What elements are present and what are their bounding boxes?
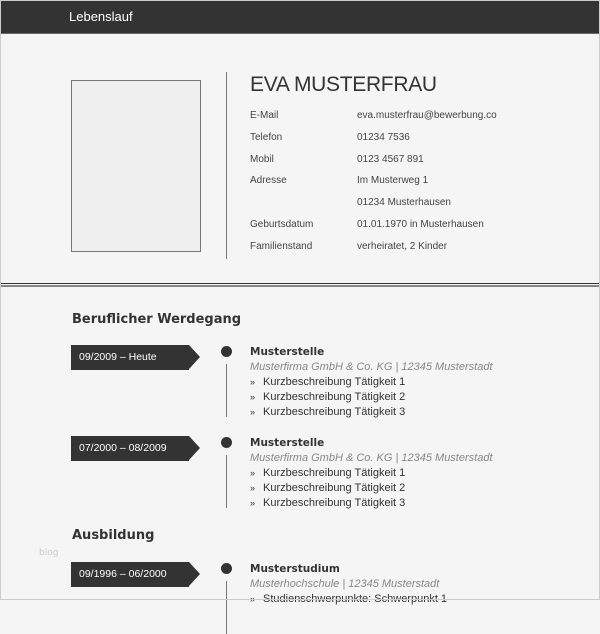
profile-name: EVA MUSTERFRAU: [250, 73, 437, 96]
timeline-line: [226, 455, 227, 508]
entry-bullet: [250, 390, 493, 405]
bullet-text: Kurzbeschreibung Tätigkeit 2: [263, 482, 406, 494]
timeline-dot: [221, 563, 232, 574]
entry-bullet: [250, 466, 493, 481]
timeline-entry: [250, 562, 447, 607]
bullet-text: Studienschwerpunkte: Schwerpunkt 1: [263, 593, 448, 605]
entry-bullet: [250, 375, 493, 390]
profile-row: [250, 110, 497, 121]
bullet-marker: »: [250, 483, 256, 493]
section-heading: Ausbildung: [72, 528, 155, 543]
row-value: 01234 Musterhausen: [357, 197, 451, 209]
bullet-text: Kurzbeschreibung Tätigkeit 1: [263, 376, 406, 388]
profile-row: [250, 240, 448, 252]
date-badge: 09/1996 – 06/2000: [71, 562, 189, 587]
timeline-line: [226, 364, 227, 417]
bullet-marker: »: [250, 468, 256, 478]
watermark: blog: [39, 548, 59, 558]
bullet-text: Kurzbeschreibung Tätigkeit 3: [263, 406, 406, 418]
timeline-line: [226, 581, 227, 634]
date-badge: 07/2000 – 08/2009: [71, 436, 189, 461]
entry-title: Musterstelle: [250, 346, 325, 358]
entry-bullet: [250, 496, 493, 511]
profile-row: [250, 219, 484, 230]
row-value: Im Musterweg 1: [357, 175, 429, 187]
profile-row: [250, 153, 424, 165]
row-value: eva.musterfrau@bewerbung.co: [357, 110, 497, 121]
entry-organization: Musterfirma GmbH & Co. KG | 12345 Musterstadt: [250, 452, 493, 464]
timeline-dot: [221, 437, 232, 448]
timeline-entry: [250, 345, 493, 420]
bullet-text: Kurzbeschreibung Tätigkeit 2: [263, 391, 406, 403]
separator: [0, 285, 600, 287]
bullet-text: Kurzbeschreibung Tätigkeit 3: [263, 497, 406, 509]
entry-bullet: [250, 481, 493, 496]
entry-title: Musterstelle: [250, 437, 325, 449]
entry-organization: Musterhochschule | 12345 Musterstadt: [250, 578, 440, 590]
row-label: Familienstand: [250, 240, 313, 252]
row-value: 01.01.1970 in Musterhausen: [357, 219, 484, 230]
timeline-entry: [250, 436, 493, 511]
row-label: Mobil: [250, 153, 274, 165]
bullet-marker: »: [250, 594, 256, 604]
bullet-marker: »: [250, 392, 256, 402]
timeline-dot: [221, 346, 232, 357]
header-bar: [0, 0, 600, 34]
bullet-marker: »: [250, 407, 256, 417]
section-heading: Beruflicher Werdegang: [72, 312, 242, 327]
row-value: 01234 7536: [357, 131, 410, 143]
row-label: E-Mail: [250, 110, 279, 121]
row-value: verheiratet, 2 Kinder: [357, 240, 448, 252]
entry-title: Musterstudium: [250, 563, 340, 575]
header-title: Lebenslauf: [69, 9, 133, 24]
date-badge: 09/2009 – Heute: [71, 345, 189, 370]
row-label: Geburtsdatum: [250, 219, 314, 230]
bullet-text: Kurzbeschreibung Tätigkeit 1: [263, 467, 406, 479]
photo-placeholder: [71, 80, 201, 252]
profile-row: [250, 175, 429, 187]
profile-row: [250, 131, 410, 143]
separator: [0, 283, 600, 284]
bullet-marker: »: [250, 377, 256, 387]
row-label: Telefon: [250, 131, 283, 143]
row-label: Adresse: [250, 175, 287, 187]
entry-bullet: [250, 405, 493, 420]
row-value: 0123 4567 891: [357, 153, 424, 165]
bullet-marker: »: [250, 498, 256, 508]
divider: [226, 72, 227, 259]
entry-organization: Musterfirma GmbH & Co. KG | 12345 Musterstadt: [250, 361, 493, 373]
